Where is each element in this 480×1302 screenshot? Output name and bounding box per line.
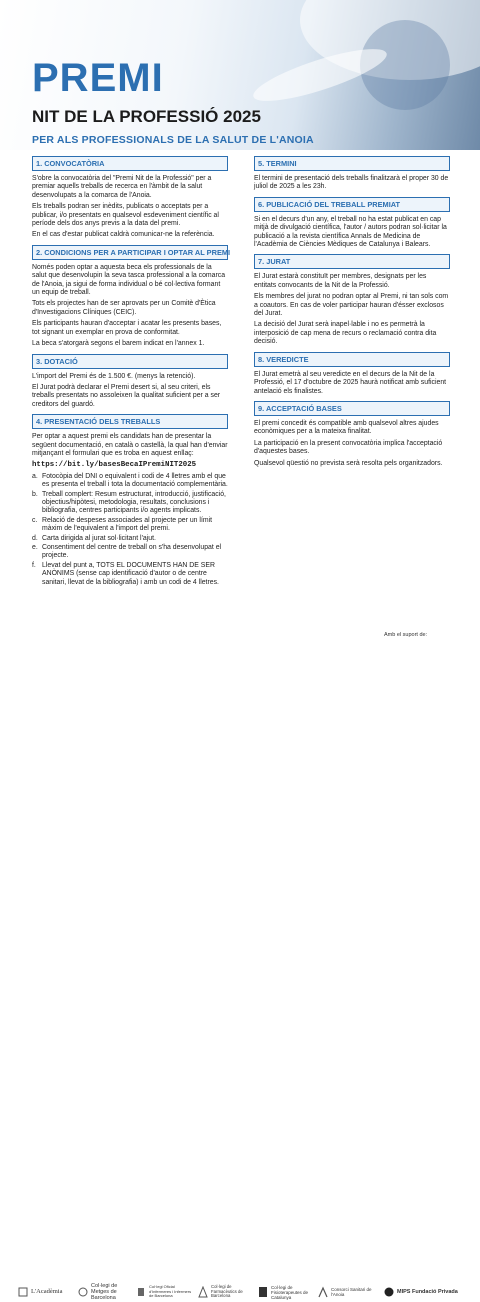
- page-title: PREMI: [32, 56, 164, 100]
- logo-mips: [384, 1282, 464, 1302]
- logo-farmaceutics: [198, 1282, 250, 1302]
- section-heading: [254, 156, 450, 171]
- paragraph: La decisió del Jurat serà inapel·lable i no es permetrà la interposició de cap mena de recurs o reclamació contra dita decisió.: [254, 321, 437, 346]
- section-heading-text: 6. PUBLICACIÓ DEL TREBALL PREMIAT: [258, 199, 401, 209]
- section-body: [254, 420, 450, 468]
- section-body: [32, 433, 228, 587]
- footer-logos: [0, 634, 480, 1301]
- list-marker: e.: [32, 544, 38, 551]
- section-heading-text: 3. DOTACIÓ: [36, 356, 78, 366]
- paragraph: Els participants hauran d'acceptar i acatar les presents bases, tot signant un exemplar en prova de conformitat.: [32, 320, 222, 336]
- paragraph: El termini de presentació dels treballs finalitzarà el proper 30 de juliol de 2025 a les 23h.: [254, 175, 449, 191]
- paragraph: Tots els projectes han de ser aprovats per un Comitè d'Ètica d'Investigacions Clíniques (CEIC).: [32, 300, 216, 316]
- form-link[interactable]: https://bit.ly/basesBecaIPremiNIT2025: [32, 461, 197, 470]
- paragraph: Els treballs podran ser inèdits, publicats o acceptats per a publicar, i/o presentats en qualsevol esdeveniment científic al període dels dos anys previs a la data del premi.: [32, 203, 219, 228]
- section-veredicte: [254, 352, 450, 396]
- paragraph: El Jurat emetrà al seu veredicte en el decurs de la Nit de la Professió, el 17 d'octubre de 2025 haurà notificat amb suficient antelació els finalistes.: [254, 370, 447, 395]
- farmaceutics-logo-icon: [198, 1286, 208, 1298]
- section-heading: [32, 414, 228, 429]
- paragraph: El Jurat estarà constituït per membres, designats per les entitats convocants de la Nit de la Professió.: [254, 273, 427, 289]
- list-item: [32, 562, 228, 587]
- paragraph: Si en el decurs d'un any, el treball no ha estat publicat en cap mitjà de divulgació científica, l'autor / autors podran sol·licitar la publicació a la revista científica Annals de Medicina de l'Acadèmia de Ciències Mèdiques de Catalunya i Balears.: [254, 215, 447, 249]
- section-dotacio: [32, 354, 228, 410]
- logo-metges: [78, 1282, 130, 1302]
- section-body: [32, 175, 228, 240]
- section-body: [254, 273, 450, 346]
- paragraph: Qualsevol qüestió no prevista serà resolta pels organitzadors.: [254, 459, 443, 467]
- section-jurat: [254, 254, 450, 346]
- paragraph: Els membres del jurat no podran optar al Premi, ni tan sols com a coautors. En cas de voler participar hauran d'ésser exclosos del Jurat.: [254, 293, 449, 318]
- list-marker: a.: [32, 472, 38, 480]
- logo-consorci: [318, 1282, 372, 1302]
- list-text: Fotocòpia del DNI o equivalent i codi de 4 lletres amb el que es presenta el treball i tota la documentació complementària.: [42, 472, 228, 489]
- section-body: [32, 373, 228, 410]
- paragraph: La participació en la present convocatòria implica l'acceptació d'aquestes bases.: [254, 439, 443, 456]
- right-column: [254, 156, 450, 473]
- paragraph: En el cas d'estar publicat caldrà comunicar-ne la referència.: [32, 231, 215, 239]
- section-presentacio: [32, 414, 228, 587]
- paragraph: L'import del Premi és de 1.500 €. (menys la retenció).: [32, 372, 196, 380]
- section-heading-text: 8. VEREDICTE: [258, 354, 309, 364]
- logo-label: Col·legi de Farmacèutics de Barcelona: [211, 1283, 243, 1299]
- consorci-logo-icon: [318, 1286, 328, 1298]
- section-heading: [32, 354, 228, 369]
- logo-label: Consorci Sanitari de l'Anoia: [331, 1287, 372, 1297]
- logo-label: MIPS Fundació Privada: [397, 1289, 458, 1295]
- list-item: [32, 544, 228, 561]
- section-heading-text: 9. ACCEPTACIÓ BASES: [258, 403, 342, 413]
- fisioterapeutes-logo-icon: [258, 1286, 268, 1298]
- section-termini: [254, 156, 450, 192]
- section-publicacio: [254, 197, 450, 250]
- section-body: [254, 371, 450, 396]
- logo-infermeres: [136, 1282, 194, 1302]
- section-heading-text: 1. CONVOCATÒRIA: [36, 159, 105, 168]
- section-heading-text: 5. TERMINI: [258, 159, 297, 168]
- list-marker: d.: [32, 534, 38, 542]
- section-condicions: [32, 245, 231, 349]
- list-text: Treball complert: Resum estructurat, introducció, justificació, objectius/hipòtesi, metodologia, resultats, conclusions i bibliografia, centres participants i/o agents implicats.: [42, 490, 226, 515]
- logo-academia: [18, 1282, 63, 1302]
- section-heading: [254, 254, 450, 269]
- section-heading: [32, 245, 231, 260]
- page-tagline: PER ALS PROFESSIONALS DE LA SALUT DE L'ANOIA: [32, 134, 314, 146]
- metges-logo-icon: [78, 1286, 88, 1298]
- logo-label: Col·legi Oficial d'Infermeres i Infermers de Barcelona: [149, 1284, 192, 1299]
- list-item: [32, 517, 228, 534]
- section-acceptacio: [254, 401, 450, 468]
- section-heading: [254, 352, 450, 367]
- paragraph: Per optar a aquest premi els candidats han de presentar la següent documentació, en català o castellà, la qual han d'enviar mitjançant el formulari que es troba en aquest enllaç:: [32, 433, 228, 457]
- list-item: [32, 535, 228, 543]
- list-text: Relació de despeses associades al projecte per un límit màxim de l'equivalent a l'import del premi.: [42, 516, 213, 533]
- paragraph: Només poden optar a aquesta beca els professionals de la salut que desenvolupin la seva tasca professional a la comarca de l'Anoia, ja sigui de forma individual o bé col·lectiva formant un equip de treball.: [32, 263, 226, 297]
- logo-fisioterapeutes: [258, 1282, 312, 1302]
- infermeres-logo-icon: [136, 1286, 146, 1298]
- paragraph: La beca s'atorgarà segons el barem indicat en l'annex 1.: [32, 340, 205, 348]
- mips-logo-icon: [384, 1286, 394, 1298]
- section-body: [254, 216, 450, 250]
- list-item: [32, 473, 228, 490]
- logo-label: L'Acadèmia: [31, 1288, 63, 1295]
- list-marker: b.: [32, 490, 38, 498]
- logo-label: Col·legi de Metges de Barcelona: [91, 1283, 118, 1301]
- support-label: Amb el suport de:: [384, 632, 428, 638]
- paragraph: S'obre la convocatòria del "Premi Nit de la Professió" per a premiar aquells treballs de recerca en l'àmbit de la salut desenvolupats a la comarca de l'Anoia.: [32, 175, 212, 199]
- section-heading-text: 7. JURAT: [258, 257, 291, 267]
- list-marker: c.: [32, 516, 38, 524]
- logo-label: Col·legi de Fisioterapeutes de Catalunya: [271, 1284, 309, 1300]
- section-heading-text: 2. CONDICIONS PER A PARTICIPAR I OPTAR AL PREMI: [36, 247, 231, 257]
- list-text: Llevat del punt a, TOTS EL DOCUMENTS HAN DE SER ANÒNIMS (sense cap identificació d'autor o de centre sanitari, llevat de la bibliografia) i amb un codi de 4 lletres.: [42, 561, 219, 586]
- section-body: [32, 264, 228, 349]
- list-text: Consentiment del centre de treball on s'ha desenvolupat el projecte.: [42, 544, 222, 560]
- section-body: [254, 175, 450, 192]
- section-convocatoria: [32, 156, 228, 240]
- section-heading: [32, 156, 228, 171]
- left-column: [32, 156, 231, 592]
- section-heading: [254, 401, 450, 416]
- paragraph: El Jurat podrà declarar el Premi desert si, al seu criteri, els treballs presentats no assoleixen la qualitat suficient per a ser creditors del guardó.: [32, 383, 221, 408]
- list-text: Carta dirigida al jurat sol·licitant l'ajut.: [42, 534, 156, 542]
- paragraph: El premi concedit és compatible amb qualsevol altres ajudes econòmiques per a la mateixa finalitat.: [254, 419, 439, 436]
- list-marker: f.: [32, 561, 36, 569]
- academia-logo-icon: [18, 1286, 28, 1298]
- section-heading-text: 4. PRESENTACIÓ DELS TREBALLS: [36, 417, 161, 427]
- page-subtitle: NIT DE LA PROFESSIÓ 2025: [32, 107, 261, 126]
- section-heading: [254, 197, 450, 212]
- list-item: [32, 491, 228, 516]
